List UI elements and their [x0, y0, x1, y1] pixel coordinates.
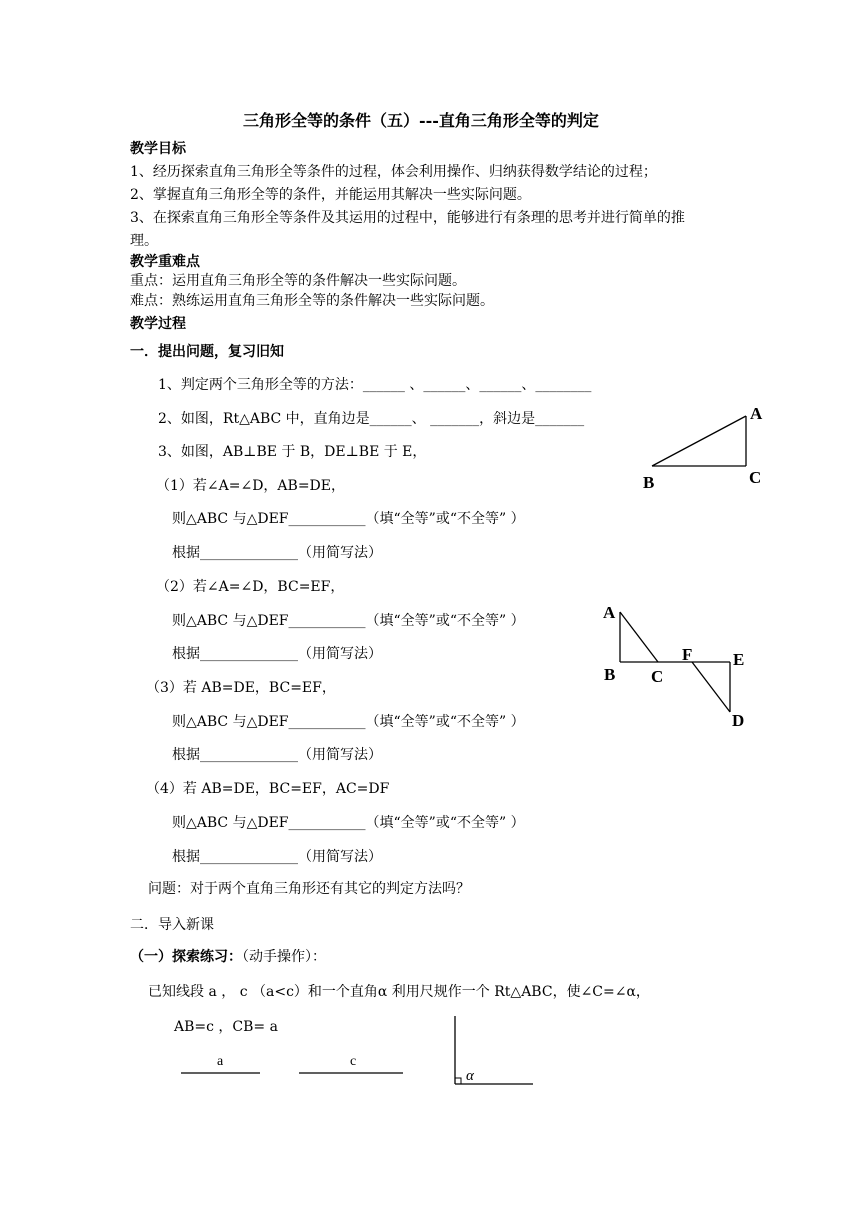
construction-figure — [170, 1010, 550, 1090]
right-angle-mark — [455, 1078, 461, 1084]
objective-3-line1: 3、在探索直角三角形全等条件及其运用的过程中，能够进行有条理的思考并进行简单的推 — [130, 210, 685, 226]
sub4-result: 则△ABC 与△DEF___________（填“全等”或“不全等” ） — [172, 815, 525, 831]
sub3-result: 则△ABC 与△DEF___________（填“全等”或“不全等” ） — [172, 714, 525, 730]
label-b: B — [604, 665, 616, 684]
sub2-condition: （2）若∠A=∠D，BC=EF， — [156, 579, 345, 595]
construction-task-2: AB=c ，CB= a — [174, 1019, 278, 1035]
focus-point: 重点：运用直角三角形全等的条件解决一些实际问题。 — [130, 273, 466, 289]
label-c: C — [749, 468, 762, 487]
segment-c-label: c — [350, 1054, 357, 1069]
explore-label: （一）探索练习： — [130, 949, 242, 965]
key-points-heading: 教学重难点 — [130, 254, 200, 270]
follow-up-question: 问题：对于两个直角三角形还有其它的判定方法吗？ — [148, 881, 470, 897]
sub1-basis: 根据______________（用简写法） — [172, 545, 382, 561]
process-heading: 教学过程 — [130, 316, 186, 332]
sub1-result: 则△ABC 与△DEF___________（填“全等”或“不全等” ） — [172, 511, 525, 527]
triangle-hypotenuse — [652, 416, 746, 466]
triangle-abc-figure — [640, 400, 770, 492]
question-1: 1、判定两个三角形全等的方法：______ 、______、______、________ — [158, 377, 592, 393]
objective-1: 1、经历探索直角三角形全等条件的过程，体会利用操作、归纳获得数学结论的过程； — [130, 164, 657, 180]
sub1-condition: （1）若∠A=∠D，AB=DE， — [156, 478, 346, 494]
label-c: C — [651, 667, 664, 686]
page-title: 三角形全等的条件（五）---直角三角形全等的判定 — [243, 111, 599, 130]
section-2-text: 二．导入新课 — [130, 917, 214, 933]
label-a: A — [750, 404, 763, 423]
segment-ac — [620, 612, 658, 662]
sub2-basis: 根据______________（用简写法） — [172, 646, 382, 662]
sub3-condition: （3）若 AB=DE，BC=EF， — [146, 680, 336, 696]
objective-3-line2: 理。 — [130, 233, 158, 249]
sub4-basis: 根据______________（用简写法） — [172, 849, 382, 865]
segment-fd — [692, 662, 730, 712]
label-f: F — [682, 645, 693, 664]
two-triangles-figure — [598, 598, 758, 733]
label-a: A — [603, 603, 616, 622]
label-b: B — [643, 473, 655, 492]
objective-2: 2、掌握直角三角形全等的条件，并能运用其解决一些实际问题。 — [130, 187, 531, 203]
segment-a-label: a — [217, 1054, 224, 1069]
sub2-result: 则△ABC 与△DEF___________（填“全等”或“不全等” ） — [172, 613, 525, 629]
explore-line — [130, 948, 326, 966]
explore-note: （动手操作）： — [242, 949, 326, 965]
section-2-heading — [130, 916, 214, 934]
sub3-basis: 根据______________（用简写法） — [172, 747, 382, 763]
label-d: D — [732, 711, 745, 730]
sub4-condition: （4）若 AB=DE，BC=EF，AC=DF — [146, 781, 390, 797]
objectives-heading: 教学目标 — [130, 141, 186, 157]
difficulty-point: 难点：熟练运用直角三角形全等的条件解决一些实际问题。 — [130, 293, 494, 309]
question-2: 2、如图，Rt△ABC 中，直角边是______、 _______，斜边是_______ — [158, 411, 585, 427]
label-e: E — [733, 650, 745, 669]
section-1-heading: 一．提出问题，复习旧知 — [130, 344, 284, 360]
question-3: 3、如图，AB⊥BE 于 B，DE⊥BE 于 E， — [158, 444, 427, 460]
construction-task: 已知线段 a ， c （a<c）和一个直角α 利用尺规作一个 Rt△ABC，使∠C=∠α， — [148, 984, 650, 1000]
alpha-label: α — [466, 1068, 474, 1084]
